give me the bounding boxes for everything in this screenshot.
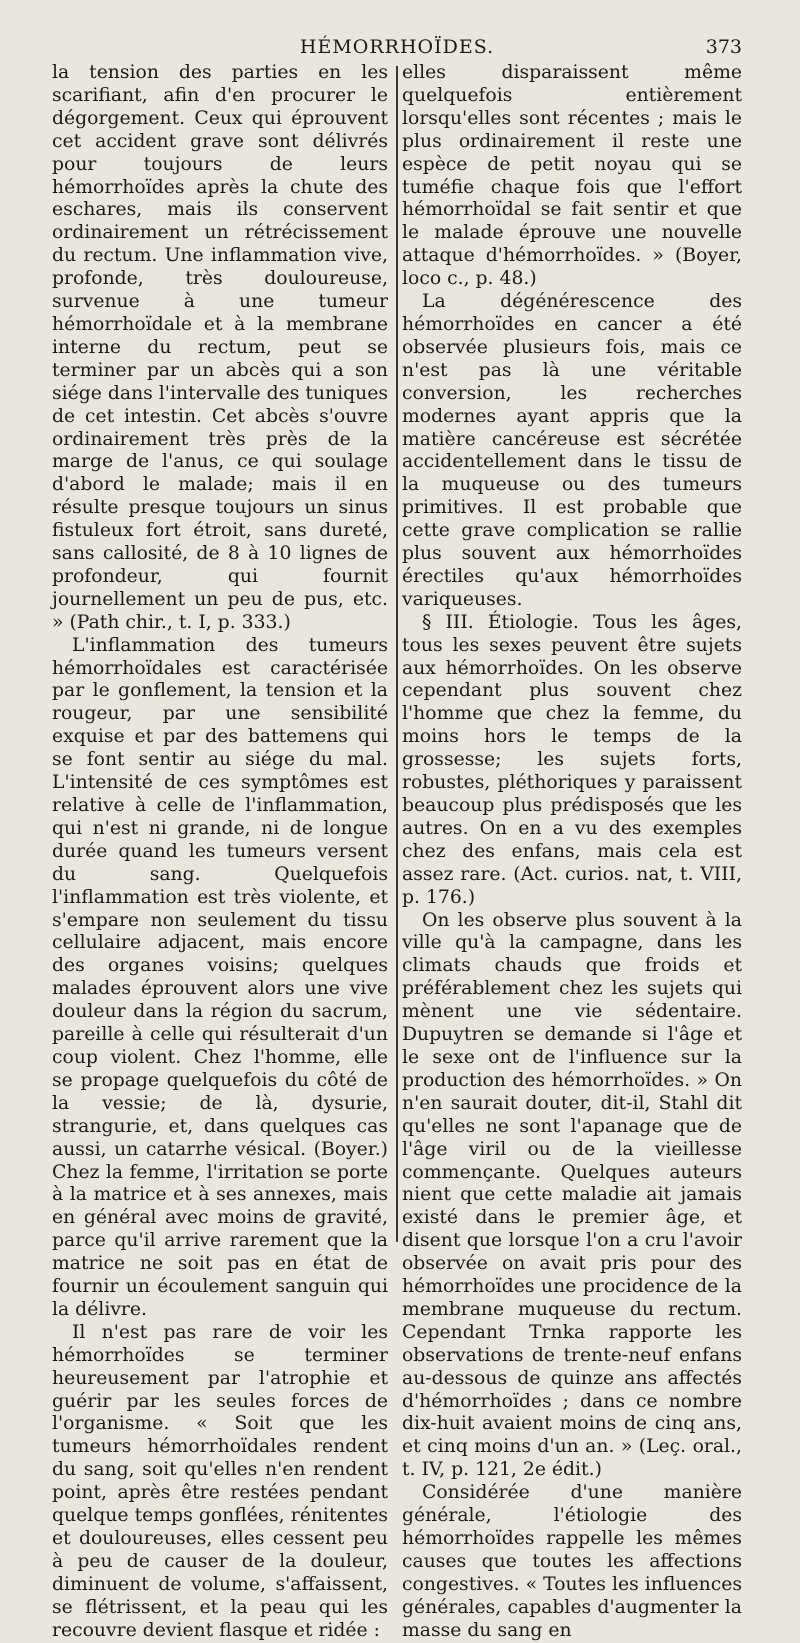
right-column bbox=[402, 62, 742, 1643]
paragraph: On les observe plus souvent à la ville qu'à la campagne, dans les climats chauds que froids et préférablement chez les sujets qui mènent une vie sédentaire. Dupuytren se demande si l'âge et le sexe ont de l'influence sur la production des hémorrhoïdes. » On n'en saurait douter, dit-il, Stahl dit qu'elles ne sont l'apanage que de l'âge viril ou de la vieillesse commençante. Quelques auteurs nient que cette maladie ait jamais existé dans le premier âge, et disent que lorsque l'on a cru l'avoir observée on avait pris pour des hémorrhoïdes une procidence de la membrane muqueuse du rectum. Cependant Trnka rapporte les observations de trente-neuf enfans au-dessous de quinze ans affectés d'hémorrhoïdes ; dans ce nombre dix-huit avaient moins de cinq ans, et cinq moins d'un an. » (Leç. oral., t. IV, p. 121, 2e édit.) bbox=[402, 909, 742, 1481]
section-paragraph: § III. Étiologie. Tous les âges, tous les sexes peuvent être sujets aux hémorrhoïdes. On les observe cependant plus souvent chez l'homme que chez la femme, du moins hors le temps de la grossesse; les sujets forts, robustes, pléthoriques y paraissent beaucoup plus prédisposés que les autres. On en a vu des exemples chez des enfans, mais cela est assez rare. (Act. curios. nat, t. VIII, p. 176.) bbox=[402, 611, 742, 908]
page-number: 373 bbox=[705, 36, 742, 58]
left-column bbox=[52, 62, 388, 1643]
column-divider bbox=[396, 66, 398, 1242]
paragraph: Il n'est pas rare de voir les hémorrhoïdes se terminer heureusement par l'atrophie et guérir par les seules forces de l'organisme. « Soit que les tumeurs hémorrhoïdales rendent du sang, soit qu'elles n'en rendent point, après être restées pendant quelque temps gonflées, rénitentes et douloureuses, elles cessent peu à peu de causer de la douleur, diminuent de volume, s'affaissent, se flétrissent, et la peau qui les recouvre devient flasque et ridée : bbox=[52, 1321, 388, 1641]
paragraph: L'inflammation des tumeurs hémorrhoïdales est caractérisée par le gonflement, la tension et la rougeur, par une sensibilité exquise et par des battemens qui se font sentir au siége du mal. L'intensité de ces symptômes est relative à celle de l'inflammation, qui n'est ni grande, ni de longue durée quand les tumeurs versent du sang. Quelquefois l'inflammation est très violente, et s'empare non seulement du tissu cellulaire adjacent, mais encore des organes voisins; quelques malades éprouvent alors une vive douleur dans la région du sacrum, pareille à celle qui résulterait d'un coup violent. Chez l'homme, elle se propage quelquefois du côté de la vessie; de là, dysurie, strangurie, et, dans quelques cas aussi, un catarrhe vésical. (Boyer.) Chez la femme, l'irritation se porte à la matrice et à ses annexes, mais en général avec moins de gravité, parce qu'il arrive rarement que la matrice ne soit pas en état de fournir un écoulement sanguin qui la délivre. bbox=[52, 634, 388, 1320]
paragraph: La dégénérescence des hémorrhoïdes en cancer a été observée plusieurs fois, mais ce n'est pas là une véritable conversion, les recherches modernes ayant appris que la matière cancéreuse est sécrétée accidentellement dans le tissu de la muqueuse ou des tumeurs primitives. Il est probable que cette grave complication se rallie plus souvent aux hémorrhoïdes érectiles qu'aux hémorrhoïdes variqueuses. bbox=[402, 291, 742, 610]
paragraph: la tension des parties en les scarifiant, afin d'en procurer le dégorgement. Ceux qui éprouvent cet accident grave sont délivrés pour toujours de leurs hémorrhoïdes après la chute des eschares, mais ils conservent ordinairement un rétrécissement du rectum. Une inflammation vive, profonde, très douloureuse, survenue à une tumeur hémorrhoïdale et à la membrane interne du rectum, peut se terminer par un abcès qui a son siége dans l'intervalle des tuniques de cet intestin. Cet abcès s'ouvre ordinairement très près de la marge de l'anus, ce qui soulage d'abord le malade; mais il en résulte presque toujours un sinus fistuleux fort étroit, sans dureté, sans callosité, de 8 à 10 lignes de profondeur, qui fournit journellement un peu de pus, etc. » (Path chir., t. I, p. 333.) bbox=[52, 62, 388, 633]
running-title: HÉMORRHOÏDES. bbox=[299, 36, 495, 58]
paragraph: elles disparaissent même quelquefois entièrement lorsqu'elles sont récentes ; mais le plus ordinairement il reste une espèce de petit noyau qui se tuméfie chaque fois que l'effort hémorrhoïdal se fait sentir et que le malade éprouve une nouvelle attaque d'hémorrhoïdes. » (Boyer, loco c., p. 48.) bbox=[402, 62, 742, 290]
paragraph: Considérée d'une manière générale, l'étiologie des hémorrhoïdes rappelle les mêmes causes que toutes les affections congestives. « Toutes les influences générales, capables d'augmenter la masse du sang en bbox=[402, 1482, 742, 1641]
text-columns bbox=[52, 62, 742, 1641]
